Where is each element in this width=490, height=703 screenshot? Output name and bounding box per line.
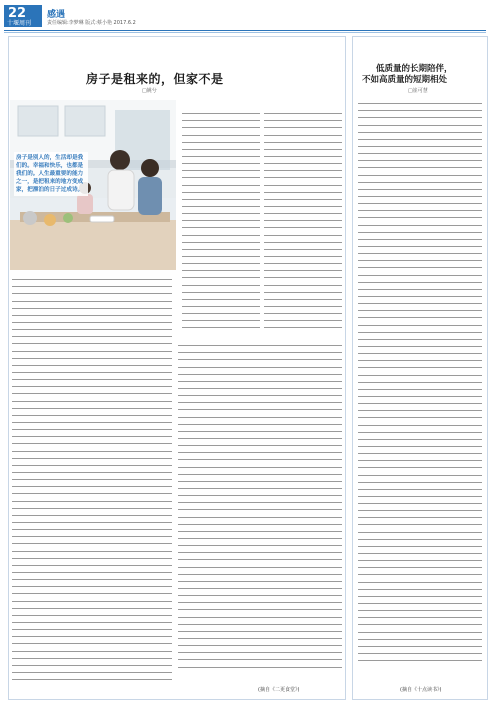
left-article-body-col2 — [264, 110, 342, 338]
right-article-byline: □崔可慧 — [408, 88, 428, 94]
left-article-body-col3 — [12, 276, 172, 688]
header-rule-thin — [4, 32, 486, 33]
left-article-source: (摘自《二更食堂》) — [258, 687, 300, 693]
left-article-body-col4 — [178, 342, 342, 688]
right-article-source: (摘自《十点读书》) — [400, 687, 442, 693]
page-header — [0, 0, 490, 30]
right-article-title-line2: 不如高质量的短期相处 — [362, 75, 448, 85]
column-title: 感遇 — [47, 10, 66, 20]
header-rule — [4, 30, 486, 31]
pull-quote: 房子是别人的，生活却是我们的。幸福和快乐，也都是我们的。人生最重要的能力之一，是把租来的地方变成家，把漂泊的日子过成诗。 — [14, 152, 88, 196]
right-article-body — [358, 100, 482, 680]
left-article-body-col1 — [182, 110, 260, 338]
page-number: 22 — [8, 6, 27, 21]
page-badge — [4, 5, 42, 27]
right-article-title-line1: 低质量的长期陪伴， — [376, 64, 453, 74]
page-name: 十堰周刊 — [7, 20, 32, 27]
editor-meta: 责任编辑:李梦琳 版式:蔡小艳 2017.6.2 — [47, 20, 136, 26]
article-title: 房子是租来的，但家不是 — [86, 72, 224, 86]
article-byline: □姚兮 — [142, 88, 157, 94]
